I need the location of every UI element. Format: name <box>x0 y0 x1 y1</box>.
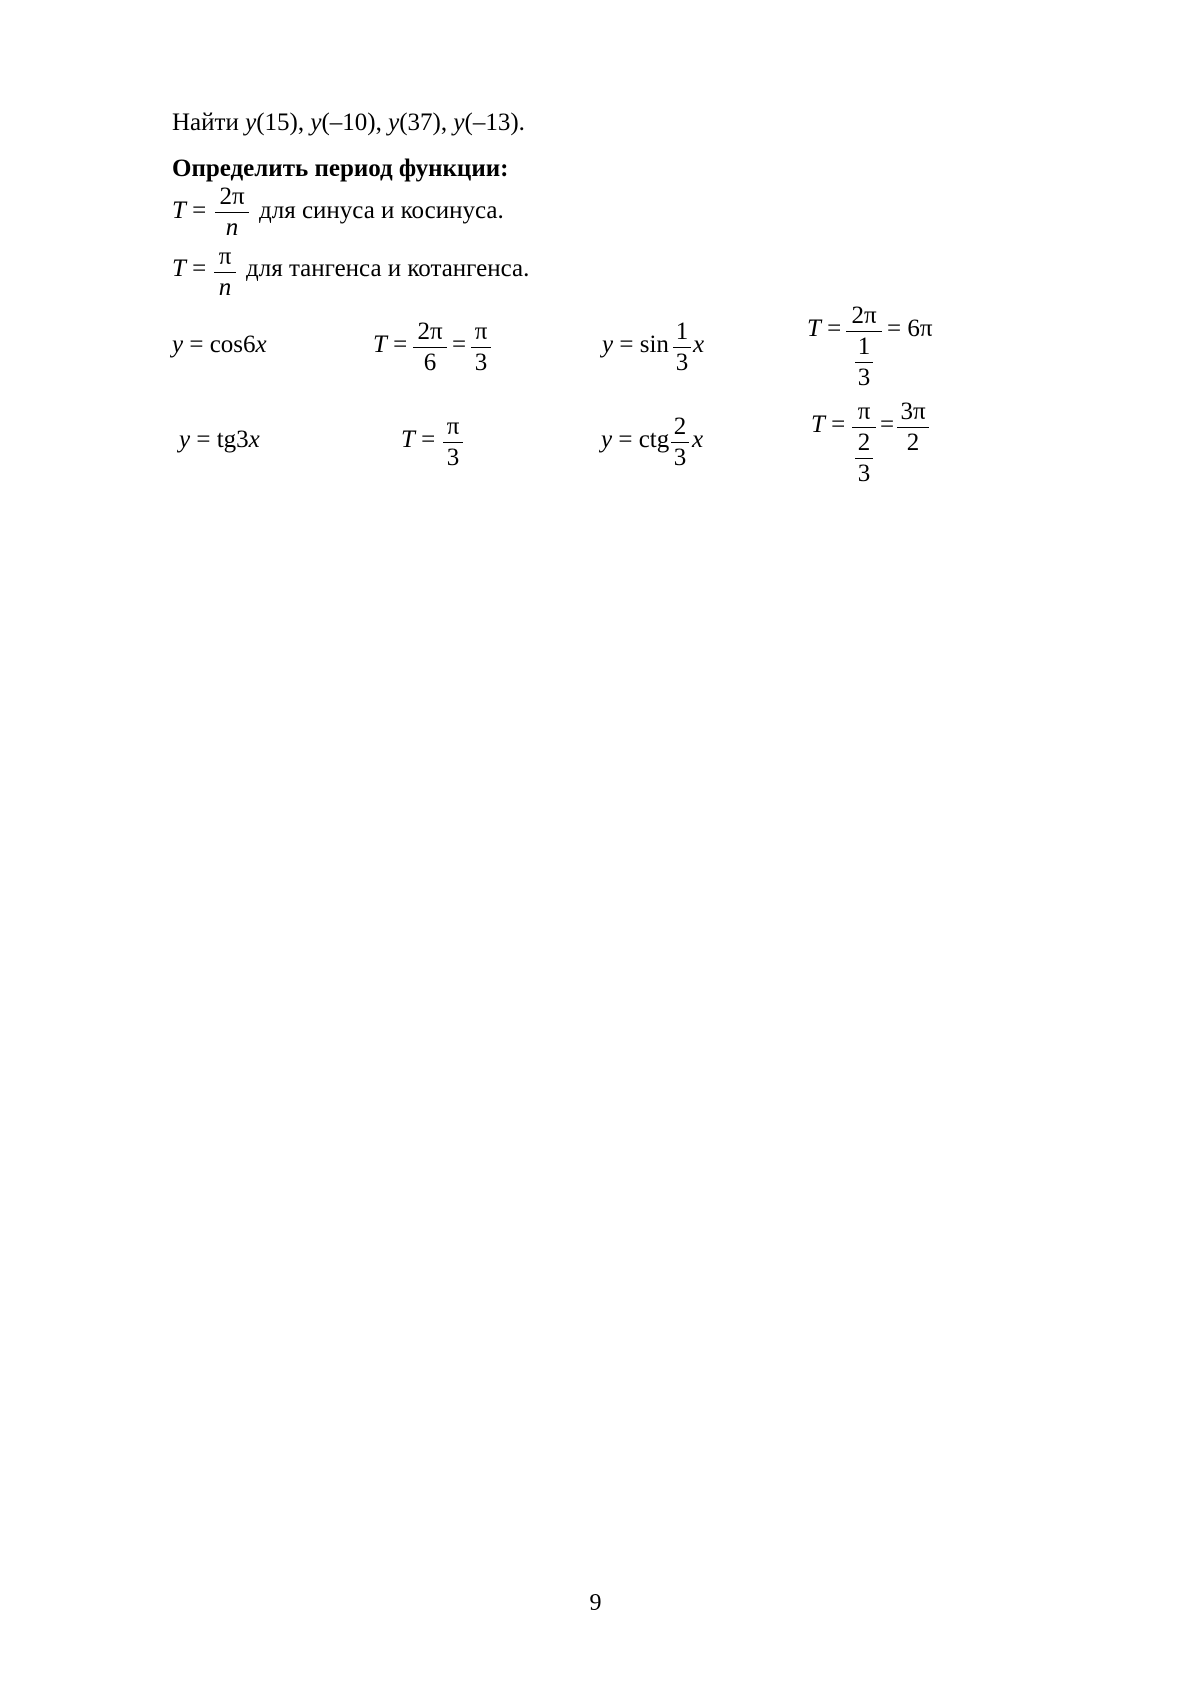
example3-function: y = tg3x <box>179 426 260 453</box>
rule1-text: для синуса и косинуса. <box>259 197 504 224</box>
example1-function: y = cos6x <box>172 331 267 358</box>
rule1-T: T <box>172 197 186 224</box>
rule2-fraction: $\frac{\pi}{n}$ <box>214 243 236 302</box>
rule1-fraction: $\frac{2\pi}{n}$ <box>215 183 249 242</box>
section-heading: Определить период функции: <box>172 155 509 182</box>
rule2-T: T <box>172 255 186 282</box>
find-values-line: Найти y(15), y(–10), y(37), y(–13). <box>172 109 525 136</box>
rule2-text: для тангенса и котангенса. <box>246 255 530 282</box>
page-number: 9 <box>589 1590 602 1616</box>
